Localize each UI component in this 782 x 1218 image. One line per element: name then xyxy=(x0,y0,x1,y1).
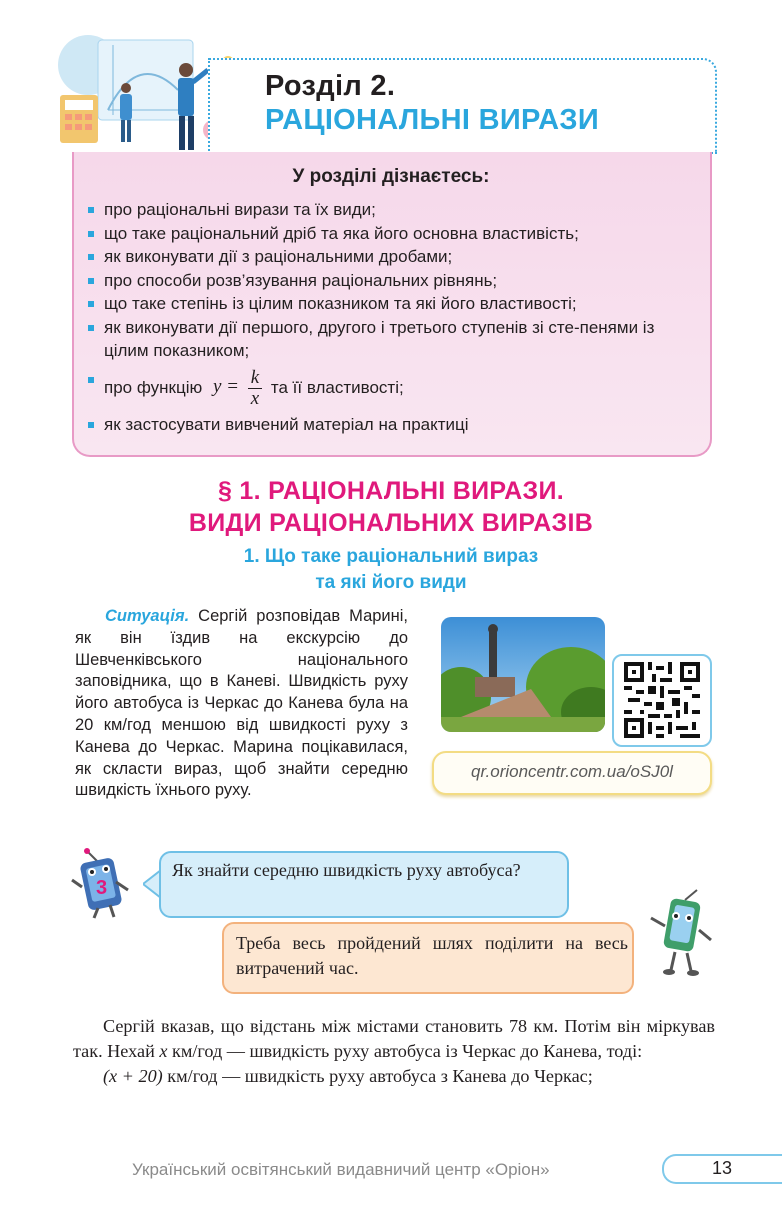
body-p1: Сергій вказав, що відстань між містами становить 78 км. Потім він міркував так. Нехай xyxy=(73,1016,715,1062)
robot-character-icon xyxy=(645,888,715,976)
body-p1-rest: км/год — швидкість руху автобуса із Черкас до Канева, тоді: xyxy=(171,1041,643,1062)
objective-item: як виконувати дії з раціональними дробами; xyxy=(88,245,703,269)
objective-item: як застосувати вивчений матеріал на практиці xyxy=(88,413,703,437)
page-number: 13 xyxy=(711,1158,733,1178)
answer-text: Треба весь пройдений шлях поділити на весь витрачений час. xyxy=(236,933,628,978)
objective-item: що таке раціональний дріб та яка його основна властивість; xyxy=(88,222,703,246)
fraction-numerator: k xyxy=(248,368,262,389)
section-title-line1: § 1. РАЦІОНАЛЬНІ ВИРАЗИ. xyxy=(217,477,565,505)
question-text: Як знайти середню швидкість руху автобуса? xyxy=(172,860,521,880)
body-text xyxy=(73,1014,715,1090)
svg-text:3: 3 xyxy=(96,877,108,899)
situation-lead: Ситуація. xyxy=(105,607,190,625)
situation-paragraph xyxy=(75,606,408,802)
subsection-title-line2: та які його види xyxy=(315,572,467,593)
body-p2-rest: км/год — швидкість руху автобуса з Канева до Черкас; xyxy=(167,1066,593,1087)
body-paragraph xyxy=(73,1014,715,1064)
objective-item: як виконувати дії першого, другого і третього ступенів зі сте-пенями із цілим показником; xyxy=(88,316,703,363)
chapter-title: РАЦІОНАЛЬНІ ВИРАЗИ xyxy=(265,104,599,136)
qr-code-icon[interactable] xyxy=(624,662,700,738)
subsection-title-line1: 1. Що таке раціональний вираз xyxy=(243,546,539,567)
function-fraction xyxy=(248,368,262,409)
robot-character-icon xyxy=(70,842,150,922)
objectives-heading: У розділі дізнаєтесь: xyxy=(292,166,490,187)
function-lhs: y = xyxy=(212,376,239,398)
section-title-line2: ВИДИ РАЦІОНАЛЬНИХ ВИРАЗІВ xyxy=(188,509,594,537)
objective-item: що таке степінь із цілим показником та які його властивості; xyxy=(88,292,703,316)
body-paragraph xyxy=(73,1064,715,1089)
objectives-list xyxy=(88,198,703,436)
qr-url-link[interactable]: qr.orioncentr.com.ua/oSJ0l xyxy=(471,762,673,781)
objective-item-function xyxy=(88,368,703,409)
objective-item: про способи розв’язування раціональних рівнянь; xyxy=(88,269,703,293)
chapter-label: Розділ 2. xyxy=(265,70,396,102)
objective-function-suffix: та її властивості; xyxy=(270,377,404,397)
body-p1-var: x xyxy=(159,1041,168,1062)
situation-text: Сергій розповідав Марині, як він їздив на екскурсію до Шевченківського національного заповідника, що в Каневі. Швидкість руху його автобуса із Черкас до Канева була на 20 км/год меншою від швидкості руху з Канева до Черкас. Марина поцікавилася, як скласти вираз, щоб знайти середню швидкість їхнього руху. xyxy=(75,607,409,800)
objective-item: про раціональні вирази та їх види; xyxy=(88,198,703,222)
footer-publisher: Український освітянський видавничий центр «Оріон» xyxy=(132,1160,550,1179)
body-p2-expr: (x + 20) xyxy=(103,1066,163,1087)
objective-function-text: про функцію xyxy=(104,377,203,397)
fraction-denominator: x xyxy=(250,387,260,409)
monument-photo xyxy=(441,617,605,732)
